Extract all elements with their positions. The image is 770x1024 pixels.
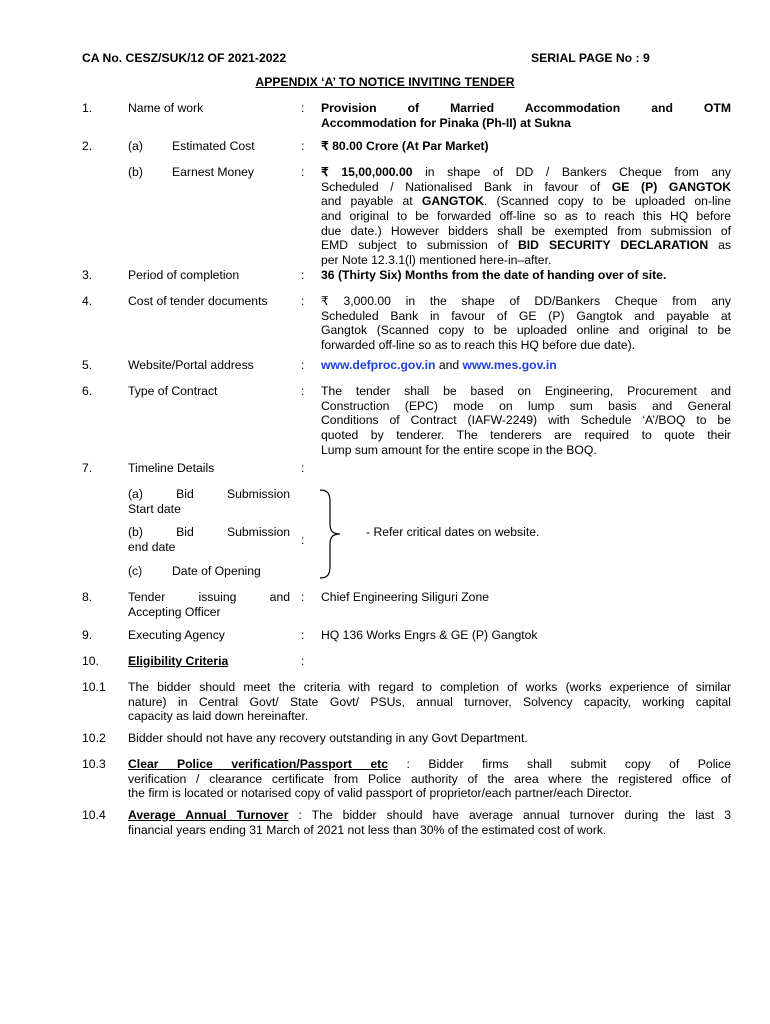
colon: : <box>301 358 305 372</box>
value-line: Provision of Married Accommodation and OTM <box>321 101 731 115</box>
serial-page-number: SERIAL PAGE No : 9 <box>531 51 650 65</box>
colon: : <box>301 294 305 308</box>
item-number: 10. <box>82 654 99 668</box>
item-label: Cost of tender documents <box>128 294 268 308</box>
text-run: as <box>708 238 732 253</box>
value-line: The tender shall be based on Engineering, Procurement and <box>321 384 731 398</box>
value-line: (b) Bid Submission <box>128 525 290 539</box>
value-line: Start date <box>128 501 181 516</box>
website-value <box>321 358 731 373</box>
colon: : <box>301 101 305 115</box>
item-number: 9. <box>82 628 93 642</box>
colon: : <box>301 139 305 153</box>
value-line: Lump sum amount for the entire scope in the BOQ. <box>321 442 597 457</box>
item-number: 1. <box>82 101 93 115</box>
item-label: Period of completion <box>128 268 240 282</box>
item-number: 5. <box>82 358 93 372</box>
estimated-cost-value: ₹ 80.00 Crore (At Par Market) <box>321 139 489 153</box>
value-line: ₹ 3,000.00 in the shape of DD/Bankers Cheque from any <box>321 294 731 308</box>
paragraph: Bidder should not have any recovery outstanding in any Govt Department. <box>128 731 528 745</box>
value-line: quoted by tenderer. The tenderers are required to quote their <box>321 427 731 442</box>
ca-number: CA No. CESZ/SUK/12 OF 2021-2022 <box>82 51 287 65</box>
item-number: 2. <box>82 139 93 153</box>
paragraph <box>128 757 731 801</box>
colon: : <box>301 268 305 282</box>
item-number: 3. <box>82 268 93 282</box>
mes-link[interactable]: www.mes.gov.in <box>462 358 557 372</box>
right-brace-icon <box>312 488 346 580</box>
item-number: 10.2 <box>82 731 106 745</box>
appendix-title: APPENDIX ‘A’ TO NOTICE INVITING TENDER <box>255 75 515 89</box>
text-run: Scheduled / Nationalised Bank in favour of <box>321 179 612 194</box>
colon: : <box>301 590 305 604</box>
colon: : <box>301 384 305 398</box>
bid-submission-start <box>128 487 290 516</box>
agency-value: HQ 136 Works Engrs & GE (P) Gangtok <box>321 628 538 642</box>
item-label <box>128 590 290 619</box>
earnest-money-value <box>321 165 731 267</box>
payable-at: GANGTOK <box>421 194 484 209</box>
value-line: due date.) However bidders shall be exempted from submission of <box>321 223 731 238</box>
value-line: (a) Bid Submission <box>128 487 290 501</box>
officer-value: Chief Engineering Siliguri Zone <box>321 590 490 604</box>
value-line: forwarded off-line so as to reach this HQ before due date). <box>321 337 636 352</box>
value-line: verification / clearance certificate from Police authority of the area where the registered office of <box>128 771 731 786</box>
tender-cost-value <box>321 294 731 353</box>
paragraph <box>128 680 731 724</box>
name-of-work-value <box>321 101 731 130</box>
item-number: 7. <box>82 461 93 475</box>
value-line: the firm is located or notarised copy of valid passport of proprietor/each partner/each Director. <box>128 786 633 801</box>
colon: : <box>301 461 305 475</box>
defproc-link[interactable]: www.defproc.gov.in <box>321 358 436 372</box>
text-run: : The bidder should have average annual turnover during the last 3 <box>288 808 731 822</box>
value-line: and original to be forwarded off-line so as to reach this HQ before <box>321 208 731 223</box>
item-label: Executing Agency <box>128 628 225 642</box>
text-run: : Bidder firms shall submit copy of Police <box>388 757 731 771</box>
value-line: financial years ending 31 March of 2021 not less than 30% of the estimated cost of work. <box>128 822 607 837</box>
item-number: 10.1 <box>82 680 106 694</box>
text-run: and <box>435 358 463 372</box>
item-number: 6. <box>82 384 93 398</box>
eligibility-heading: Eligibility Criteria <box>128 654 229 668</box>
value-line: The bidder should meet the criteria with regard to completion of works (works experience of similar <box>128 680 731 694</box>
value-line: Construction (EPC) mode on lump sum basis and General <box>321 398 731 413</box>
item-label: Website/Portal address <box>128 358 254 372</box>
text-run: and payable at <box>321 194 422 209</box>
value-line: nature) in Central Govt/ State Govt/ PSUs, annual turnover, Solvency capacity, working capital <box>128 694 731 709</box>
sub-letter: (c) <box>128 564 143 578</box>
paragraph <box>128 808 731 837</box>
text-run: in shape of DD / Bankers Cheque from any <box>412 165 731 179</box>
item-number: 10.4 <box>82 808 106 822</box>
item-label: Name of work <box>128 101 204 115</box>
value-line: capacity as laid down hereinafter. <box>128 709 309 724</box>
value-line: Accommodation for Pinaka (Ph-II) at Sukna <box>321 115 571 130</box>
annual-turnover-heading: Average Annual Turnover <box>128 808 289 822</box>
value-line: per Note 12.3.1(l) mentioned here-in–after. <box>321 252 552 267</box>
value-line: Gangtok (Scanned copy to be uploaded online and original to be <box>321 323 731 338</box>
payee-name: GE (P) GANGTOK <box>611 179 732 194</box>
item-label: Estimated Cost <box>172 139 255 153</box>
contract-type-value <box>321 384 731 457</box>
text-run: . (Scanned copy to be uploaded on-line <box>483 194 731 209</box>
item-label: Earnest Money <box>172 165 254 179</box>
refer-critical-dates: - Refer critical dates on website. <box>366 525 540 539</box>
bid-security-declaration: BID SECURITY DECLARATION <box>517 238 709 253</box>
item-label: Timeline Details <box>128 461 215 475</box>
sub-letter: (a) <box>128 139 143 153</box>
item-number: 8. <box>82 590 93 604</box>
item-label: Type of Contract <box>128 384 218 398</box>
colon: : <box>301 654 305 668</box>
sub-letter: (b) <box>128 165 143 179</box>
colon: : <box>301 628 305 642</box>
period-value: 36 (Thirty Six) Months from the date of handing over of site. <box>321 268 667 282</box>
item-number: 4. <box>82 294 93 308</box>
item-number: 10.3 <box>82 757 106 771</box>
bid-submission-end <box>128 525 290 554</box>
value-line: Tender issuing and <box>128 590 290 604</box>
emd-amount: ₹ 15,00,000.00 <box>321 165 413 179</box>
text-run: EMD subject to submission of <box>321 238 518 253</box>
police-verification-heading: Clear Police verification/Passport etc <box>128 757 389 771</box>
colon: : <box>301 165 305 179</box>
value-line: end date <box>128 539 176 554</box>
colon: : <box>301 533 305 547</box>
value-line: Conditions of Contract (IAFW-2249) with Schedule ‘A’/BOQ to be <box>321 413 731 428</box>
value-line: Scheduled Bank in favour of GE (P) Gangtok and payable at <box>321 308 731 323</box>
date-of-opening-label: Date of Opening <box>172 564 261 578</box>
value-line: Accepting Officer <box>128 604 221 619</box>
